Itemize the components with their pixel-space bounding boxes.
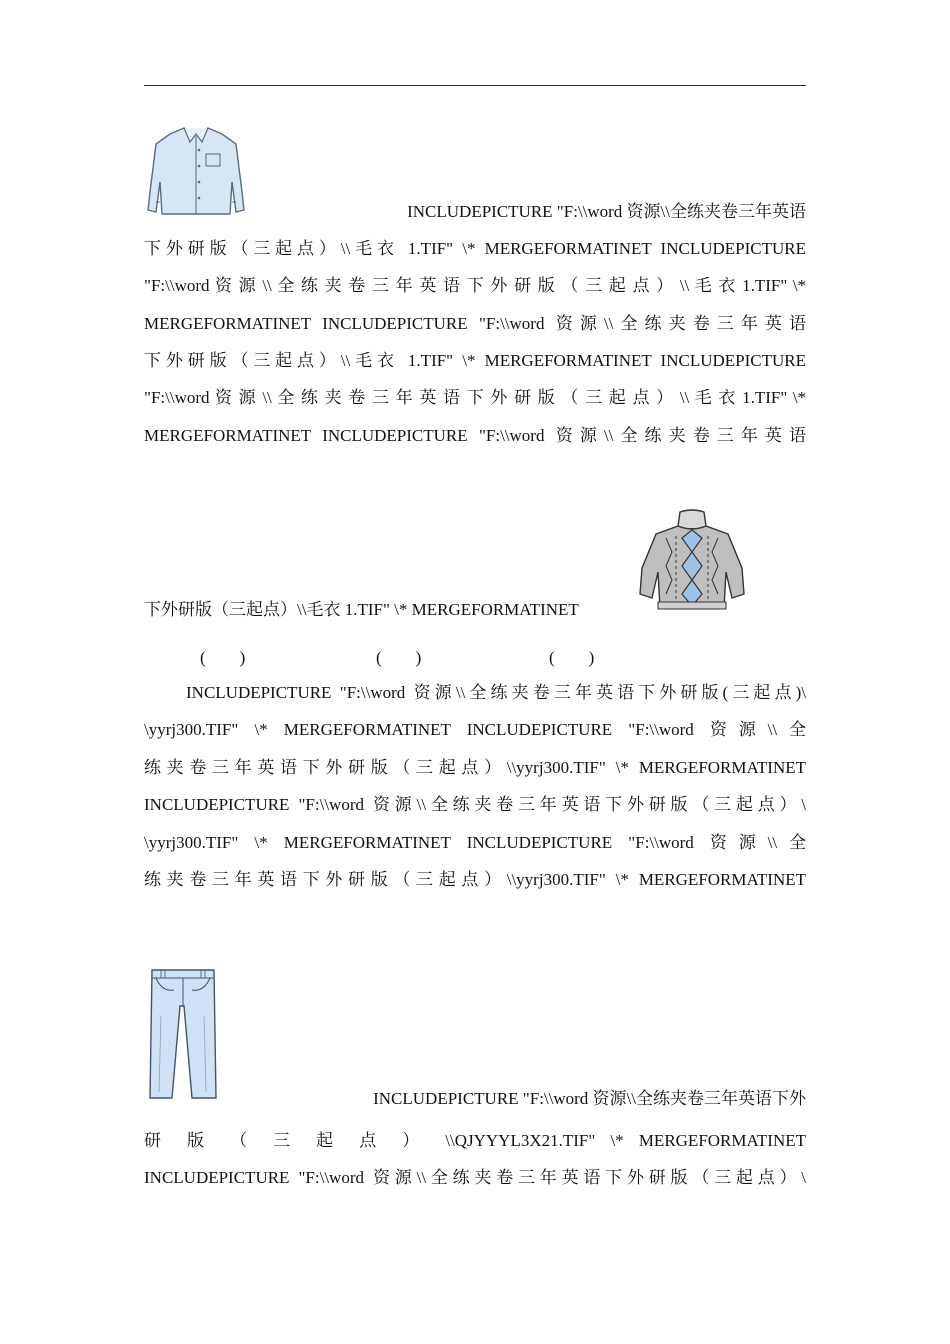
answer-blank: ( )	[549, 648, 595, 667]
header-rule	[144, 85, 806, 86]
text-line: INCLUDEPICTURE "F:\\word 资源\\全练夹卷三年英语	[407, 202, 806, 221]
text-line: \yyrj300.TIF" \* MERGEFORMATINET INCLUDEPICTURE "F:\\word 资源\\全	[144, 720, 806, 739]
text-line: MERGEFORMATINET INCLUDEPICTURE "F:\\word 资源\\全练夹卷三年英语	[144, 426, 806, 445]
text-line: 下外研版（三起点）\\毛衣 1.TIF" \* MERGEFORMATINET INCLUDEPICTURE	[144, 351, 806, 370]
text-line: 练夹卷三年英语下外研版（三起点）\\yyrj300.TIF" \* MERGEFORMATINET	[144, 758, 806, 777]
text-line: "F:\\word 资 源 \\ 全 练 夹 卷 三 年 英 语 下 外 研 版 （ 三 起 点 ） \\ 毛 衣 1.TIF" \*	[144, 388, 806, 407]
answer-blank: ( )	[200, 648, 246, 667]
answer-blank: ( )	[376, 648, 422, 667]
text-line: \yyrj300.TIF" \* MERGEFORMATINET INCLUDEPICTURE "F:\\word 资源\\全	[144, 833, 806, 852]
jeans-icon	[146, 966, 220, 1102]
text-line: INCLUDEPICTURE "F:\\word 资源\\全练夹卷三年英语下外研版（三起点）\	[144, 1168, 806, 1187]
text-line: MERGEFORMATINET INCLUDEPICTURE "F:\\word 资源\\全练夹卷三年英语	[144, 314, 806, 333]
text-line: "F:\\word 资 源 \\ 全 练 夹 卷 三 年 英 语 下 外 研 版 （ 三 起 点 ） \\ 毛 衣 1.TIF" \*	[144, 276, 806, 295]
text-line: INCLUDEPICTURE "F:\\word 资源\\全练夹卷三年英语下外研版（三起点）\	[144, 795, 806, 814]
text-line: 练夹卷三年英语下外研版（三起点）\\yyrj300.TIF" \* MERGEFORMATINET	[144, 870, 806, 889]
text-line: 下外研版（三起点）\\毛衣 1.TIF" \* MERGEFORMATINET	[144, 600, 579, 619]
text-line: 研 版 （ 三 起 点 ） \\QJYYYL3X21.TIF" \* MERGEFORMATINET	[144, 1131, 806, 1150]
text-line: INCLUDEPICTURE "F:\\word 资源\\全练夹卷三年英语下外	[373, 1089, 806, 1108]
text-line: 下外研版（三起点）\\毛衣 1.TIF" \* MERGEFORMATINET INCLUDEPICTURE	[144, 239, 806, 258]
text-line: INCLUDEPICTURE "F:\\word 资源\\全练夹卷三年英语下外研版(三起点)\	[186, 683, 806, 702]
